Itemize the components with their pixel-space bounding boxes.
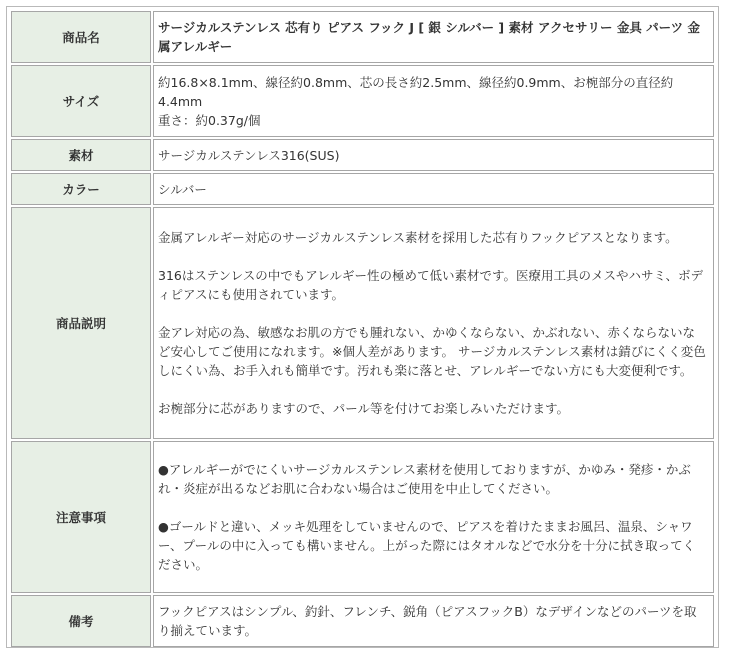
notes-paragraph: ●ゴールドと違い、メッキ処理をしていませんので、ピアスを着けたままお風呂、温泉、シャワー、プールの中に入っても構いません。上がった際にはタオルなどで水分を十分に拭き取ってください。	[158, 519, 696, 572]
material-text: サージカルステンレス316(SUS)	[158, 147, 340, 163]
row-description	[11, 207, 714, 439]
notes-paragraph: ●アレルギーがでにくいサージカルステンレス素材を使用しておりますが、かゆみ・発疹・かぶれ・炎症が出るなどお肌に合わない場合はご使用を中止してください。	[158, 462, 691, 496]
value-notes	[153, 441, 714, 593]
remarks-text: フックピアスはシンプル、釣針、フレンチ、鋭角（ピアスフックB）なデザインなどのパーツを取り揃えています。	[158, 604, 697, 638]
row-product-name	[11, 11, 714, 63]
label-notes: 注意事項	[11, 441, 151, 593]
row-material	[11, 139, 714, 171]
size-weight-text: 重さ：約0.37g/個	[158, 112, 261, 128]
row-color	[11, 173, 714, 205]
product-name-text: サージカルステンレス 芯有り ピアス フック J [ 銀 シルバー ] 素材 アクセサリー 金具 パーツ 金属アレルギー	[158, 20, 701, 54]
value-material	[153, 139, 714, 171]
description-paragraph: 316はステンレスの中でもアレルギー性の極めて低い素材です。医療用工具のメスやハサミ、ボディピアスにも使用されています。	[158, 268, 703, 302]
label-description: 商品説明	[11, 207, 151, 439]
description-paragraph: 金属アレルギー対応のサージカルステンレス素材を採用した芯有りフックピアスとなります。	[158, 230, 678, 245]
value-color	[153, 173, 714, 205]
color-text: シルバー	[158, 181, 207, 197]
label-color: カラー	[11, 173, 151, 205]
label-remarks: 備考	[11, 595, 151, 647]
label-size: サイズ	[11, 65, 151, 137]
value-size	[153, 65, 714, 137]
value-remarks	[153, 595, 714, 647]
description-paragraph: 金アレ対応の為、敏感なお肌の方でも腫れない、かゆくならない、かぶれない、赤くならないなど安心してご使用になれます。※個人差があります。 サージカルステンレス素材は錆びにくく変色しにくい為、お手入れも簡単です。汚れも楽に落とせ、アレルギーでない方にも大変便利です。	[158, 325, 706, 378]
row-notes	[11, 441, 714, 593]
product-spec-frame	[6, 6, 719, 648]
product-spec-table	[9, 9, 716, 649]
size-dimensions-text: 約16.8×8.1mm、線径約0.8mm、芯の長さ約2.5mm、線径約0.9mm、お椀部分の直径約4.4mm	[158, 74, 674, 109]
value-product-name	[153, 11, 714, 63]
value-description	[153, 207, 714, 439]
label-material: 素材	[11, 139, 151, 171]
description-paragraph: お椀部分に芯がありますので、パール等を付けてお楽しみいただけます。	[158, 401, 570, 416]
row-remarks	[11, 595, 714, 647]
row-size	[11, 65, 714, 137]
label-product-name: 商品名	[11, 11, 151, 63]
